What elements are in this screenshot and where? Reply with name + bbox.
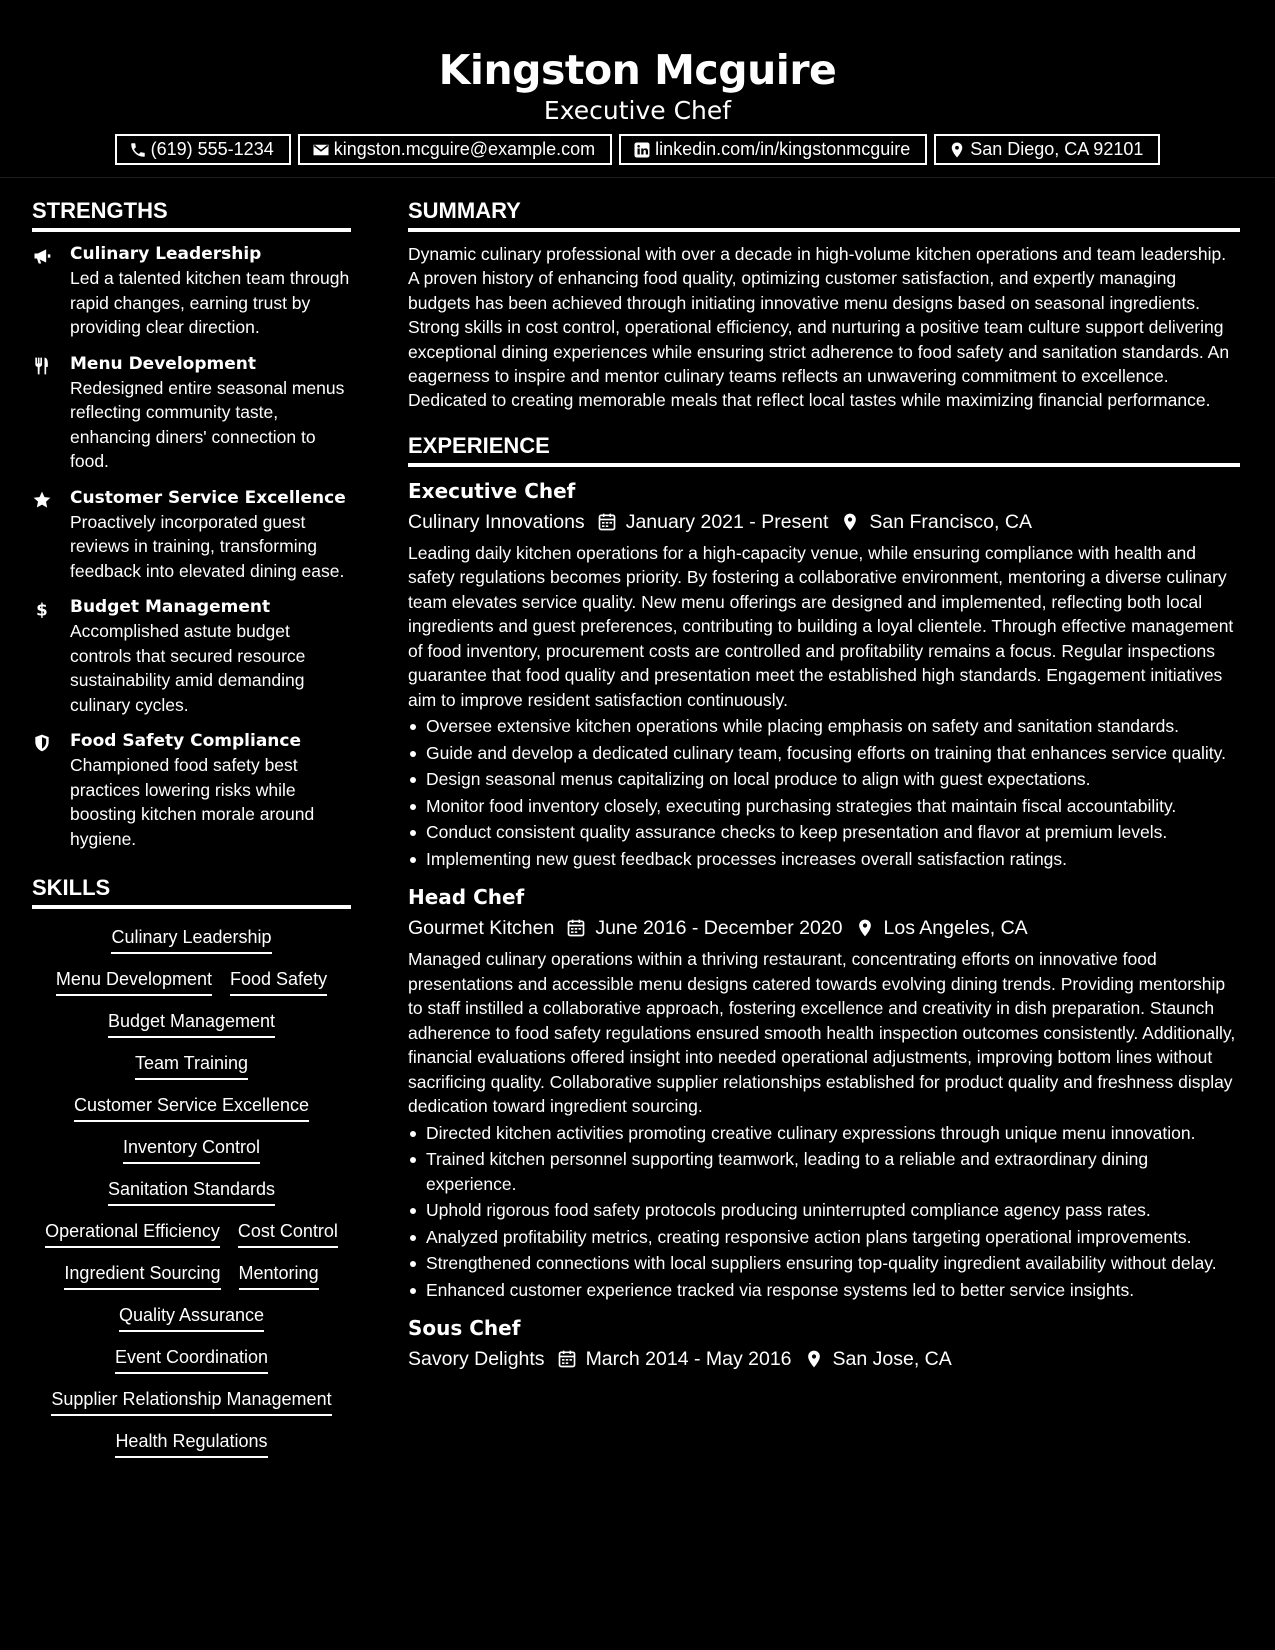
job-bullets bbox=[408, 1121, 1240, 1303]
phone-icon bbox=[129, 141, 147, 159]
skill-tag: Event Coordination bbox=[115, 1345, 268, 1374]
skill-tag: Customer Service Excellence bbox=[74, 1093, 309, 1122]
experience-heading: EXPERIENCE bbox=[408, 431, 1240, 467]
shield-icon bbox=[32, 733, 52, 753]
strength-desc: Led a talented kitchen team through rapid changes, earning trust by providing clear direction. bbox=[70, 268, 350, 337]
job-location: San Jose, CA bbox=[832, 1348, 952, 1371]
map-pin-icon bbox=[855, 918, 875, 938]
skill-tag: Sanitation Standards bbox=[108, 1177, 275, 1206]
contact-linkedin-text: linkedin.com/in/kingstonmcguire bbox=[655, 139, 911, 159]
candidate-title: Executive Chef bbox=[543, 96, 732, 125]
strengths-heading: STRENGTHS bbox=[32, 196, 351, 232]
skill-tag: Food Safety bbox=[230, 967, 327, 996]
contact-phone[interactable] bbox=[115, 134, 291, 165]
job-dates: January 2021 - Present bbox=[625, 510, 829, 533]
skill-tag: Menu Development bbox=[56, 967, 212, 996]
job-bullet: Trained kitchen personnel supporting teamwork, leading to a reliable and extraordinary dining experience. bbox=[408, 1147, 1240, 1196]
contact-location-text: San Diego, CA 92101 bbox=[970, 139, 1144, 159]
skill-tag: Quality Assurance bbox=[119, 1303, 264, 1332]
job-company: Savory Delights bbox=[408, 1348, 545, 1371]
skill-tag: Mentoring bbox=[239, 1261, 319, 1290]
strength-item bbox=[32, 242, 351, 340]
skill-tag: Team Training bbox=[135, 1051, 248, 1080]
strength-item bbox=[32, 595, 351, 717]
job-bullet: Directed kitchen activities promoting creative culinary expressions through unique menu innovation. bbox=[408, 1121, 1240, 1146]
map-pin-icon bbox=[804, 1349, 824, 1369]
job-entry bbox=[408, 883, 1240, 1302]
job-title: Executive Chef bbox=[408, 478, 576, 503]
skill-tag: Health Regulations bbox=[115, 1429, 267, 1458]
calendar-icon bbox=[597, 512, 617, 532]
strength-title: Budget Management bbox=[70, 597, 271, 617]
job-bullet: Implementing new guest feedback processes increases overall satisfaction ratings. bbox=[408, 847, 1240, 872]
strength-item bbox=[32, 352, 351, 474]
summary-heading: SUMMARY bbox=[408, 196, 1240, 232]
strength-item bbox=[32, 729, 351, 851]
strength-desc: Accomplished astute budget controls that secured resource sustainability amid demanding culinary cycles. bbox=[70, 621, 306, 715]
skill-tag: Cost Control bbox=[238, 1219, 338, 1248]
job-description: Managed culinary operations within a thriving restaurant, concentrating efforts on innovative food presentations and accessible menu designs catered towards evolving dining trends. Providing mentorship to staff instilled a collaborative approach, fostering excellence and creativity in dish preparation. Staunch adherence to food safety regulations ensured smooth health inspection outcomes consistently. Additionally, financial evaluations offered insight into needed operational adjustments, improving bottom lines without sacrificing quality. Collaborative supplier relationships established for product quality and freshness display dedication toward ingredient sourcing. bbox=[408, 949, 1236, 1117]
strength-title: Culinary Leadership bbox=[70, 244, 262, 264]
strength-item bbox=[32, 486, 351, 584]
svg-text:$: $ bbox=[36, 600, 48, 619]
right-column bbox=[408, 196, 1240, 1378]
skills-heading: SKILLS bbox=[32, 873, 351, 909]
job-meta bbox=[408, 507, 1240, 537]
contact-email-text: kingston.mcguire@example.com bbox=[333, 139, 596, 159]
summary-text: Dynamic culinary professional with over a decade in high-volume kitchen operations and team leadership. A proven history of enhancing food quality, optimizing customer satisfaction, and expertly managing budgets has been achieved through initiating innovative menu designs based on seasonal ingredients. Strong skills in cost control, operational efficiency, and nurturing a positive team culture support delivering exceptional dining experiences while ensuring strict adherence to food safety and sanitation standards. An eagerness to inspire and mentor culinary teams reflects an unwavering commitment to excellence. Dedicated to creating memorable meals that reflect local tastes while maximizing financial performance. bbox=[408, 244, 1230, 411]
strength-title: Menu Development bbox=[70, 353, 256, 374]
job-title: Head Chef bbox=[408, 885, 525, 910]
map-pin-icon bbox=[948, 141, 966, 159]
job-bullet: Monitor food inventory closely, executing purchasing strategies that maintain fiscal accountability. bbox=[408, 794, 1240, 819]
map-pin-icon bbox=[840, 512, 860, 532]
job-dates: March 2014 - May 2016 bbox=[585, 1348, 792, 1371]
job-bullet: Strengthened connections with local suppliers ensuring top-quality ingredient availability without delay. bbox=[408, 1251, 1240, 1276]
job-bullet: Enhanced customer experience tracked via response systems led to better service insights. bbox=[408, 1278, 1240, 1303]
skill-tag: Ingredient Sourcing bbox=[64, 1261, 220, 1290]
job-meta bbox=[408, 913, 1240, 943]
linkedin-icon bbox=[633, 141, 651, 159]
contact-phone-text: (619) 555-1234 bbox=[150, 139, 274, 159]
job-bullet: Guide and develop a dedicated culinary team, focusing efforts on training that enhances service quality. bbox=[408, 741, 1240, 766]
contact-email[interactable] bbox=[298, 134, 612, 165]
strength-title: Customer Service Excellence bbox=[70, 487, 346, 508]
strength-title: Food Safety Compliance bbox=[70, 731, 302, 751]
calendar-icon bbox=[566, 918, 586, 938]
skill-tag: Operational Efficiency bbox=[45, 1219, 220, 1248]
job-location: San Francisco, CA bbox=[869, 510, 1032, 533]
job-bullets bbox=[408, 714, 1240, 871]
job-bullet: Design seasonal menus capitalizing on local produce to align with guest expectations. bbox=[408, 767, 1240, 792]
skill-tag: Inventory Control bbox=[123, 1135, 260, 1164]
job-company: Gourmet Kitchen bbox=[408, 917, 555, 940]
job-entry bbox=[408, 477, 1240, 872]
job-bullet: Analyzed profitability metrics, creating responsive action plans targeting operational improvements. bbox=[408, 1225, 1240, 1250]
job-company: Culinary Innovations bbox=[408, 510, 585, 533]
job-title: Sous Chef bbox=[408, 1316, 521, 1341]
skill-tag: Budget Management bbox=[108, 1009, 275, 1038]
job-bullet: Uphold rigorous food safety protocols producing uninterrupted compliance agency pass rates. bbox=[408, 1198, 1240, 1223]
dollar-icon bbox=[32, 599, 52, 619]
left-column bbox=[32, 196, 351, 1458]
skill-tag: Supplier Relationship Management bbox=[51, 1387, 331, 1416]
job-dates: June 2016 - December 2020 bbox=[595, 917, 843, 940]
job-location: Los Angeles, CA bbox=[883, 917, 1028, 940]
envelope-icon bbox=[312, 141, 330, 159]
strength-desc: Redesigned entire seasonal menus reflecting community taste, enhancing diners' connection to food. bbox=[70, 377, 345, 471]
contact-location[interactable] bbox=[934, 134, 1160, 165]
candidate-name: Kingston Mcguire bbox=[438, 46, 837, 94]
strength-desc: Proactively incorporated guest reviews in training, transforming feedback into elevated dining ease. bbox=[70, 511, 345, 581]
star-icon bbox=[32, 490, 52, 510]
job-description: Leading daily kitchen operations for a high-capacity venue, while ensuring compliance with health and safety regulations becomes priority. By fostering a collaborative environment, mentoring a diverse culinary team elevates service quality. New menu offerings are designed and implemented, reflecting both local ingredients and guest preferences, contributing to building a loyal clientele. Through effective management of food inventory, procurement costs are controlled and profitability remains a focus. Regular inspections guarantee that food quality and presentation meet the established high standards. Engagement initiatives aim to improve resident satisfaction continuously. bbox=[408, 542, 1234, 710]
resume-header bbox=[0, 0, 1275, 178]
contact-bar bbox=[0, 134, 1275, 165]
contact-linkedin[interactable] bbox=[619, 134, 927, 165]
job-entry bbox=[408, 1314, 1240, 1374]
megaphone-icon bbox=[32, 246, 52, 266]
job-bullet: Conduct consistent quality assurance checks to keep presentation and flavor at premium levels. bbox=[408, 820, 1240, 845]
utensils-icon bbox=[32, 356, 52, 376]
job-meta bbox=[408, 1344, 1240, 1374]
calendar-icon bbox=[557, 1349, 577, 1369]
skill-tag: Culinary Leadership bbox=[111, 925, 271, 954]
job-bullet: Oversee extensive kitchen operations while placing emphasis on safety and sanitation standards. bbox=[408, 714, 1240, 739]
strength-desc: Championed food safety best practices lowering risks while boosting kitchen morale around hygiene. bbox=[70, 755, 315, 849]
skills-list bbox=[32, 925, 351, 1458]
